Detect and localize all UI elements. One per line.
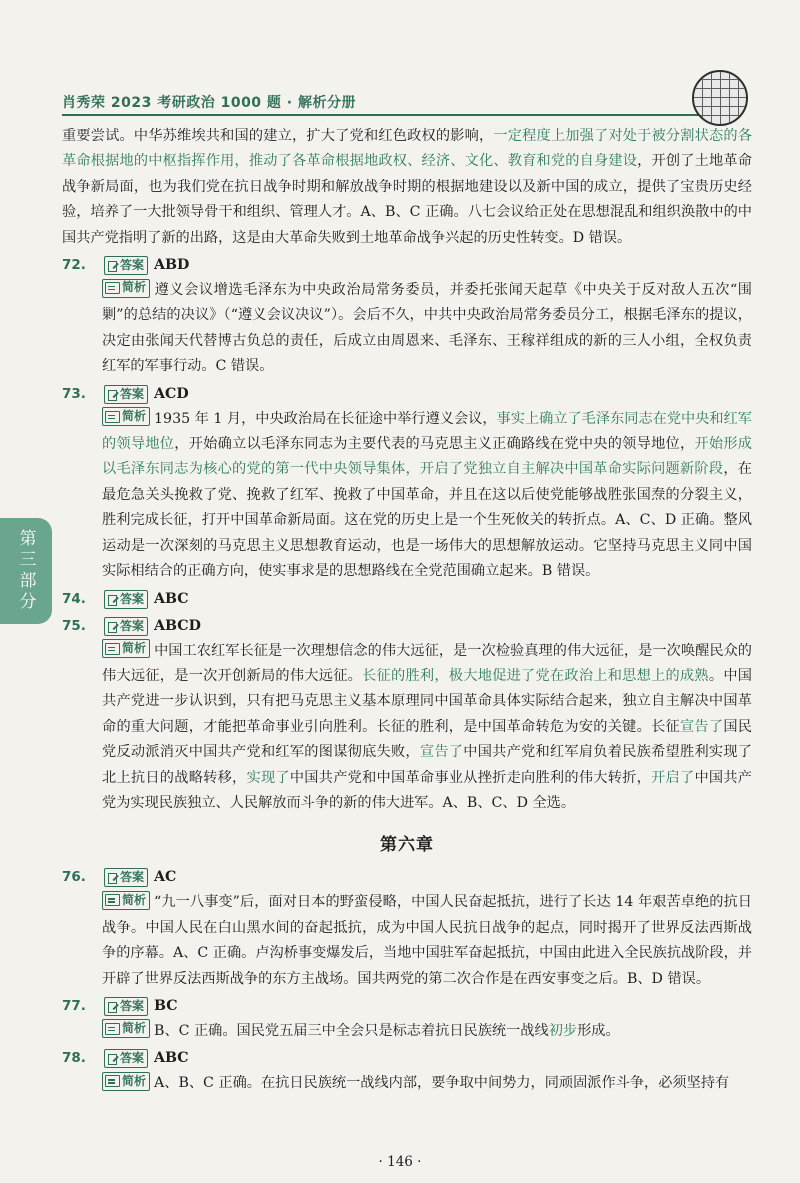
answer-row-78: [62, 1046, 752, 1071]
page-number: · 146 ·: [378, 1154, 422, 1170]
text-run: 中国共产党和红军肩负着民族希望胜利实现了北上抗日的战略转移，: [102, 744, 752, 786]
section-side-tab: 第三部分: [0, 518, 52, 624]
answer-row-73: [62, 382, 752, 407]
text-run: 遵义会议增选毛泽东为中央政治局常务委员，并委托张闻天起草《中央关于反对敌人五次“围剿”的总结的决议》（“遵义会议决议”）。会后不久，中共中央政治局常务委员分工，根据毛泽东的提议，决定由张闻天代替博古负总的责任，后成立由周恩来、毛泽东、王稼祥组成的新的三人小组，全权负责红军的军事行动。C 错误。: [102, 282, 752, 375]
question-number: 77.: [62, 997, 86, 1014]
badge-label: 简析: [122, 280, 147, 295]
text-run: ，开始确立以毛泽东同志为主要代表的马克思主义正确路线在党中央的领导地位，: [174, 436, 695, 453]
answer-value: ABC: [154, 590, 189, 607]
answer-value: ABC: [154, 1050, 189, 1067]
note-icon: [105, 1075, 120, 1087]
highlight-text: 长征的胜利，极大地促进了党在政治上和思想上的成熟: [362, 667, 709, 684]
page-header: [62, 92, 708, 114]
highlight-text: 宣告了: [419, 744, 464, 761]
badge-label: 简析: [122, 1021, 147, 1036]
badge-label: 答案: [120, 1051, 145, 1066]
text-run: 国民党反动派消灭中国共产党和红军的图谋彻底失败，: [102, 718, 752, 761]
text-run: ，开创了土地革命战争新局面，也为我们党在抗日战争时期和解放战争时期的根据地建设以及新中国的成立，提供了宝贵历史经验，培养了一大批领导骨干和组织、管理人才。A、B、C 正确。八七会议给正处在思想混乱和组织涣散中的中国共产党指明了新的出路，这是由大革命失败到土地革命战争兴起的历史性转变。D 错误。: [62, 153, 752, 246]
text-run: 。中国共产党进一步认识到，只有把马克思主义基本原理同中国革命具体实际结合起来，独立自主解决中国革命的重大问题，才能把革命事业引向胜利。长征的胜利，是中国革命转危为安的关键。长征: [102, 667, 752, 735]
answer-badge: [104, 385, 148, 404]
answer-badge: [104, 1049, 148, 1068]
pencil-icon: [107, 1053, 118, 1064]
text-run: B、C 正确。国民党五届三中全会只是标志着抗日民族统一战线: [154, 1022, 549, 1039]
answer-value: ACD: [154, 385, 189, 402]
highlight-text: 事实上确立了毛泽东同志在党中央和红军的领导地位: [102, 410, 752, 453]
badge-label: 简析: [122, 892, 147, 907]
answer-badge: [104, 256, 148, 275]
explain-badge: [102, 639, 150, 658]
header-rule: [62, 114, 710, 116]
answer-row-72: [62, 253, 752, 278]
highlight-text: 一定程度上加强了对处于被分割状态的各革命根据地的中枢指挥作用，推动了各革命根据地政权、经济、文化、教育和党的自身建设: [62, 128, 752, 170]
explain-badge: [102, 279, 150, 298]
explanation-76: [102, 890, 752, 992]
text-run: 中国共产党和中国革命事业从挫折走向胜利的伟大转折，: [289, 769, 652, 786]
pencil-icon: [107, 1001, 118, 1012]
pencil-icon: [107, 621, 118, 632]
explanation-75: [102, 639, 752, 817]
question-number: 72.: [62, 257, 86, 274]
question-number: 76.: [62, 869, 86, 886]
highlight-text: 宣告了: [679, 718, 724, 735]
answer-badge: [104, 997, 148, 1016]
text-run: ，在最危急关头挽救了党、挽救了红军、挽救了中国革命，并且在这以后使党能够战胜张国焘的分裂主义，胜利完成长征，打开中国革命新局面。这在党的历史上是一个生死攸关的转折点。A、C、D 正确。整风运动是一次深刻的马克思主义思想教育运动，也是一场伟大的思想解放运动。它坚持马克思主义同中国实际相结合的正确方向，使实事求是的思想路线在全党范围确立起来。B 错误。: [102, 461, 752, 580]
highlight-text: 开始形成以毛泽东同志为核心的党的第一代中央领导集体，开启了党独立自主解决中国革命实际问题新阶段: [102, 436, 752, 478]
text-run: “九一八事变”后，面对日本的野蛮侵略，中国人民奋起抵抗，进行了长达 14 年艰苦卓绝的抗日战争。中国人民在白山黑水间的奋起抵抗，成为中国人民抗日战争的起点，同时揭开了世界反法西斯战争的序幕。A、C 正确。卢沟桥事变爆发后，当地中国驻军奋起抵抗，中国由此进入全民族抗战阶段，并开辟了世界反法西斯战争的东方主战场。国共两党的第二次合作是在西安事变之后。B、D 错误。: [102, 894, 752, 987]
pencil-icon: [107, 260, 118, 271]
text-run: 重要尝试。中华苏维埃共和国的建立，扩大了党和红色政权的影响，: [62, 128, 494, 144]
badge-label: 答案: [120, 870, 145, 885]
explanation-72: [102, 278, 752, 380]
answer-value: AC: [154, 869, 177, 886]
badge-label: 简析: [122, 1073, 147, 1088]
explain-badge: [102, 891, 150, 910]
question-number: 74.: [62, 590, 86, 607]
explanation-73: [102, 407, 752, 585]
badge-label: 答案: [120, 386, 145, 401]
badge-label: 答案: [120, 998, 145, 1013]
text-run: 中国共产党为实现民族独立、人民解放而斗争的新的伟大进军。A、B、C、D 全选。: [102, 769, 752, 811]
badge-label: 简析: [122, 640, 147, 655]
note-icon: [105, 411, 120, 423]
note-icon: [105, 894, 120, 906]
answer-value: ABCD: [154, 617, 201, 634]
explain-badge: [102, 407, 150, 426]
badge-label: 答案: [120, 618, 145, 633]
answer-badge: [104, 617, 148, 636]
page-content: [62, 124, 752, 1097]
answer-row-77: [62, 994, 752, 1019]
question-number: 75.: [62, 617, 86, 634]
note-icon: [105, 1023, 120, 1035]
answer-row-74: [62, 587, 752, 612]
chapter-heading: 第六章: [380, 835, 434, 856]
badge-label: 简析: [122, 408, 147, 423]
text-run: 形成。: [577, 1022, 620, 1039]
question-number: 78.: [62, 1050, 86, 1067]
continuation-paragraph: [62, 124, 752, 251]
question-number: 73.: [62, 385, 86, 402]
highlight-text: 初步: [548, 1022, 578, 1039]
explain-badge: [102, 1072, 150, 1091]
answer-row-75: [62, 614, 752, 639]
pencil-icon: [107, 389, 118, 400]
book-title: 肖秀荣 2023 考研政治 1000 题 · 解析分册: [62, 95, 356, 111]
note-icon: [105, 643, 120, 655]
pencil-icon: [107, 594, 118, 605]
answer-badge: [104, 868, 148, 887]
answer-value: ABD: [154, 257, 190, 274]
badge-label: 答案: [120, 591, 145, 606]
highlight-text: 开启了: [651, 769, 695, 786]
explanation-77: [102, 1019, 752, 1044]
answer-badge: [104, 590, 148, 609]
pencil-icon: [107, 872, 118, 883]
explanation-78: [102, 1071, 752, 1096]
answer-value: BC: [154, 997, 178, 1014]
explain-badge: [102, 1019, 150, 1038]
answer-row-76: [62, 865, 752, 890]
text-run: 1935 年 1 月，中央政治局在长征途中举行遵义会议，: [154, 410, 497, 427]
badge-label: 答案: [120, 258, 145, 273]
highlight-text: 实现了: [246, 769, 290, 786]
globe-icon: [692, 70, 748, 126]
note-icon: [105, 282, 120, 294]
text-run: A、B、C 正确。在抗日民族统一战线内部，要争取中间势力，同顽固派作斗争，必须坚持有: [154, 1075, 730, 1092]
text-run: 中国工农红军长征是一次理想信念的伟大远征，是一次检验真理的伟大远征，是一次唤醒民众的伟大远征，是一次开创新局的伟大远征。: [102, 642, 752, 684]
